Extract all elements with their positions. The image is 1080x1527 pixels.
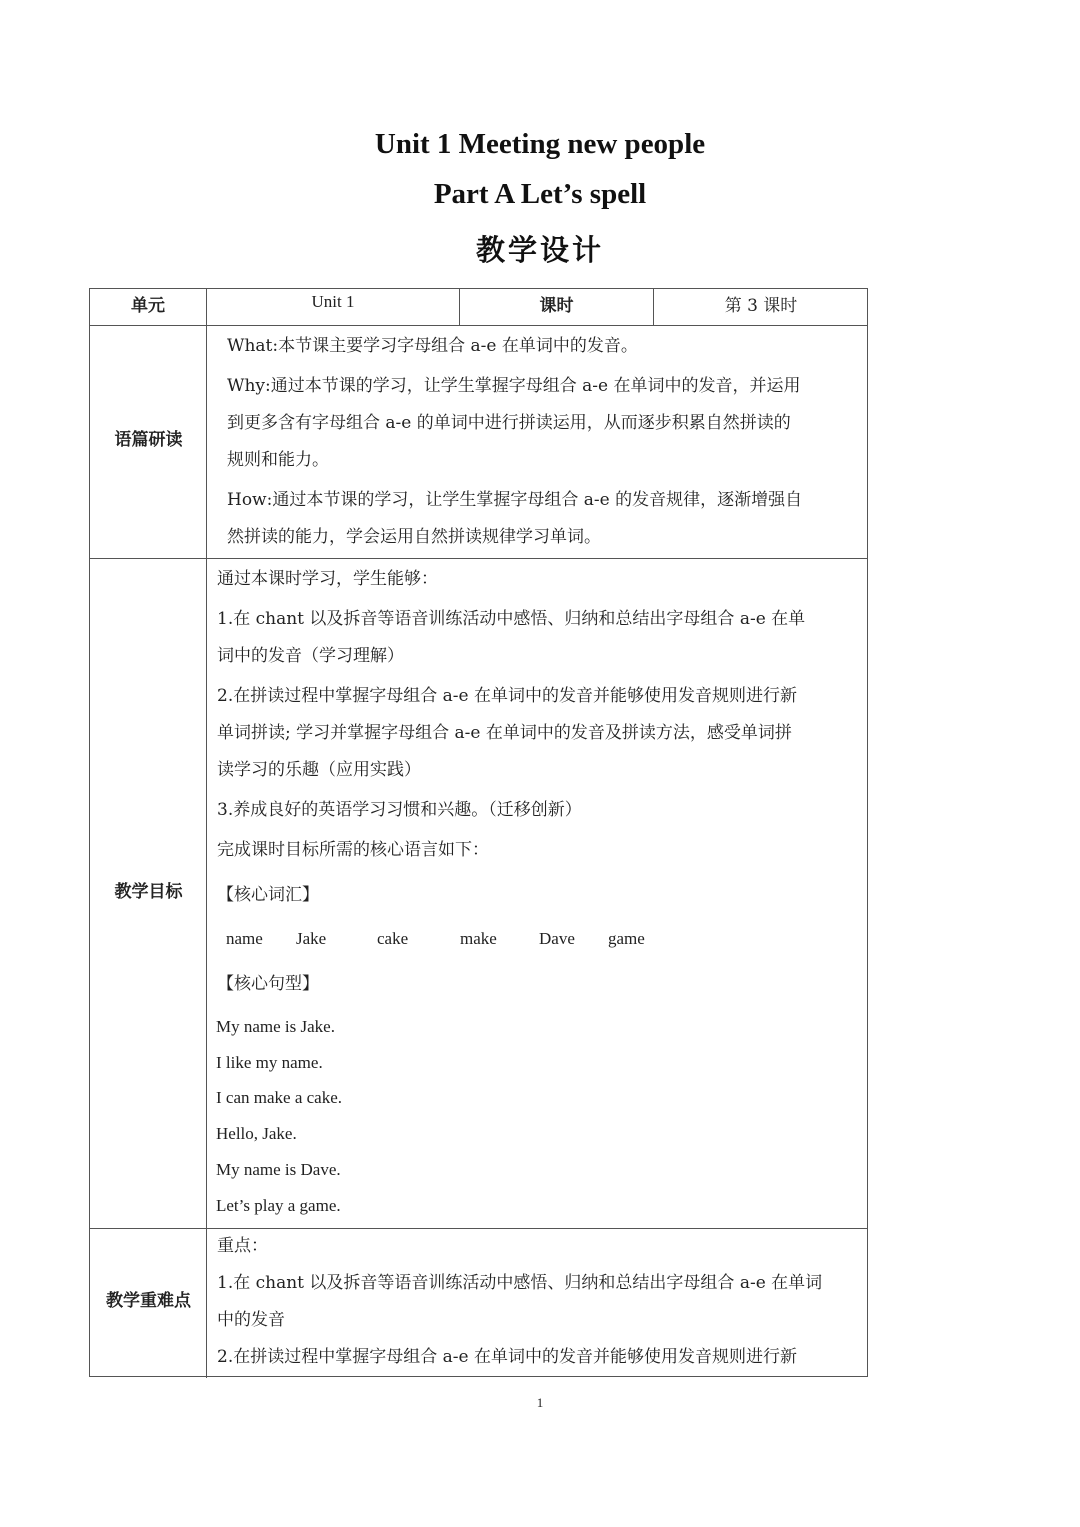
vocab-word: cake: [377, 929, 409, 948]
text-study-line: Why:通过本节课的学习，让学生掌握字母组合 a-e 在单词中的发音，并运用: [227, 376, 801, 396]
objective-line: 1.在 chant 以及拆音等语音训练活动中感悟、归纳和总结出字母组合 a-e 在单: [217, 609, 806, 629]
unit-value: Unit 1: [311, 292, 355, 311]
vocab-word: make: [460, 929, 497, 948]
objective-line: 读学习的乐趣（应用实践）: [217, 760, 421, 780]
lesson-plan-table: [89, 288, 868, 1377]
objective-line: 3.养成良好的英语学习习惯和兴趣。（迁移创新）: [217, 800, 582, 820]
sentence-line: Hello, Jake.: [216, 1124, 297, 1143]
objective-line: 通过本课时学习，学生能够：: [217, 569, 438, 589]
objective-line: 2.在拼读过程中掌握字母组合 a-e 在单词中的发音并能够使用发音规则进行新: [217, 686, 797, 706]
doc-heading: 教学设计: [475, 235, 604, 267]
objective-line: 单词拼读; 学习并掌握字母组合 a-e 在单词中的发音及拼读方法，感受单词拼: [217, 723, 792, 743]
key-point-line: 2.在拼读过程中掌握字母组合 a-e 在单词中的发音并能够使用发音规则进行新: [217, 1347, 797, 1367]
key-point-line: 1.在 chant 以及拆音等语音训练活动中感悟、归纳和总结出字母组合 a-e 在单词: [217, 1273, 823, 1293]
sentence-line: My name is Dave.: [216, 1160, 341, 1179]
key-point-line: 重点：: [217, 1236, 268, 1256]
text-study-line: 到更多含有字母组合 a-e 的单词中进行拼读运用，从而逐步积累自然拼读的: [227, 413, 791, 433]
col-divider: [206, 289, 207, 1378]
vocab-word: name: [226, 929, 263, 948]
doc-subtitle: Part A Let’s spell: [433, 178, 647, 210]
period-value: 第 3 课时: [724, 296, 798, 316]
unit-label: 单元: [131, 296, 165, 316]
vocab-heading: 【核心词汇】: [217, 885, 319, 905]
sentence-heading: 【核心句型】: [217, 974, 319, 994]
text-study-line: What:本节课主要学习字母组合 a-e 在单词中的发音。: [227, 336, 638, 356]
vocab-word: Dave: [539, 929, 575, 948]
key-point-line: 中的发音: [217, 1310, 285, 1330]
sentence-line: Let’s play a game.: [216, 1196, 341, 1215]
key-points-label: 教学重难点: [106, 1291, 191, 1311]
text-study-label: 语篇研读: [114, 430, 183, 450]
text-study-line: 然拼读的能力，学会运用自然拼读规律学习单词。: [227, 527, 601, 547]
objectives-label: 教学目标: [114, 882, 183, 902]
period-label: 课时: [539, 296, 574, 316]
text-study-line: 规则和能力。: [227, 450, 329, 470]
sentence-line: I can make a cake.: [216, 1088, 342, 1107]
doc-title: Unit 1 Meeting new people: [374, 128, 706, 160]
objective-line: 词中的发音（学习理解）: [217, 646, 404, 666]
vocab-word: game: [608, 929, 645, 948]
objective-line: 完成课时目标所需的核心语言如下：: [217, 840, 489, 860]
page-number: 1: [536, 1395, 544, 1410]
vocab-word: Jake: [296, 929, 327, 948]
text-study-line: How:通过本节课的学习，让学生掌握字母组合 a-e 的发音规律，逐渐增强自: [227, 490, 803, 510]
sentence-line: I like my name.: [216, 1053, 323, 1072]
sentence-line: My name is Jake.: [216, 1017, 335, 1036]
